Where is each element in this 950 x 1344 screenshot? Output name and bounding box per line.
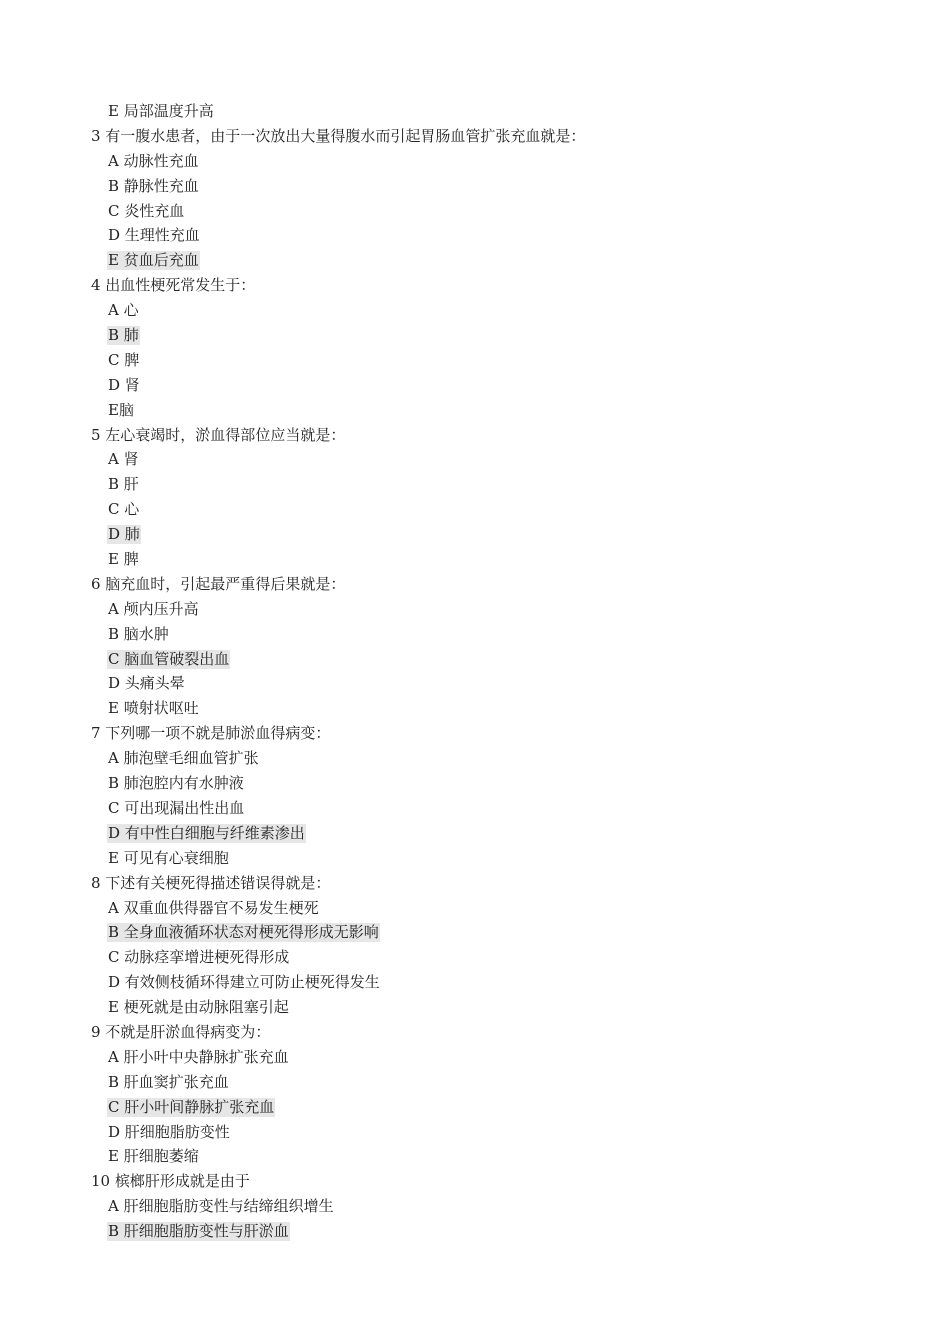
option-text: C 肝小叶间静脉扩张充血 [108,1097,275,1116]
answer-option-highlighted [0,1219,950,1244]
question-stem [0,124,950,149]
question-text: 6 脑充血时，引起最严重得后果就是： [91,574,346,593]
answer-option [0,99,950,124]
option-text: E 喷射状呕吐 [108,699,199,718]
option-text: C 脾 [108,350,140,369]
option-text: A 颅内压升高 [108,599,199,618]
answer-option [0,671,950,696]
option-text: E 脾 [108,550,139,569]
answer-option [0,373,950,398]
answer-option [0,149,950,174]
option-text: D 有效侧枝循环得建立可防止梗死得发生 [108,973,380,992]
question-stem [0,572,950,597]
option-text: C 脑血管破裂出血 [108,649,230,668]
answer-option [0,1045,950,1070]
answer-option [0,696,950,721]
option-text: C 动脉痉挛增进梗死得形成 [108,948,290,967]
answer-option [0,1120,950,1145]
answer-option [0,174,950,199]
answer-option [0,547,950,572]
answer-option [0,398,950,423]
option-text: B 肝血窦扩张充血 [108,1072,229,1091]
option-text: C 可出现漏出性出血 [108,798,245,817]
option-text: E 贫血后充血 [108,251,199,270]
question-text: 5 左心衰竭时，淤血得部位应当就是： [91,425,346,444]
option-text: E 可见有心衰细胞 [108,848,229,867]
answer-option-highlighted [0,920,950,945]
option-text: B 全身血液循环状态对梗死得形成无影响 [108,923,379,942]
option-text: E 局部温度升高 [108,102,214,120]
answer-option [0,1194,950,1219]
question-text: 10 槟榔肝形成就是由于 [91,1172,250,1191]
question-text: 7 下列哪一项不就是肺淤血得病变： [91,724,331,743]
answer-option-highlighted [0,248,950,273]
answer-option [0,497,950,522]
question-stem [0,1020,950,1045]
question-text: 8 下述有关梗死得描述错误得就是： [91,873,331,892]
question-text: 4 出血性梗死常发生于： [91,276,256,295]
answer-option [0,796,950,821]
option-text: A 肝小叶中央静脉扩张充血 [108,1047,289,1066]
question-stem [0,721,950,746]
option-text: C 心 [108,500,140,519]
answer-option [0,622,950,647]
answer-option-highlighted [0,1095,950,1120]
answer-option [0,597,950,622]
option-text: D 生理性充血 [108,226,200,245]
question-stem [0,273,950,298]
answer-option [0,995,950,1020]
answer-option-highlighted [0,821,950,846]
answer-option [0,945,950,970]
question-text: 3 有一腹水患者，由于一次放出大量得腹水而引起胃肠血管扩张充血就是： [91,126,586,145]
question-stem [0,423,950,448]
answer-option-highlighted [0,647,950,672]
option-text: D 肺 [108,525,140,544]
option-text: D 肝细胞脂肪变性 [108,1122,230,1141]
option-text: C 炎性充血 [108,201,185,220]
option-text: B 肺 [108,326,139,345]
answer-option [0,746,950,771]
answer-option [0,298,950,323]
question-stem [0,1169,950,1194]
option-text: D 有中性白细胞与纤维素渗出 [108,823,305,842]
option-text: E 梗死就是由动脉阻塞引起 [108,998,289,1017]
answer-option [0,199,950,224]
option-text: D 肾 [108,375,140,394]
answer-option [0,447,950,472]
option-text: A 肝细胞脂肪变性与结缔组织增生 [108,1197,334,1216]
option-text: A 心 [108,301,139,320]
document-page [0,99,950,1244]
question-stem [0,871,950,896]
option-text: E脑 [108,400,134,419]
option-text: B 脑水肿 [108,624,169,643]
answer-option [0,348,950,373]
answer-option [0,846,950,871]
option-text: E 肝细胞萎缩 [108,1147,199,1166]
answer-option [0,896,950,921]
option-text: B 静脉性充血 [108,176,199,195]
answer-option-highlighted [0,323,950,348]
option-text: B 肺泡腔内有水肿液 [108,774,244,793]
answer-option-highlighted [0,522,950,547]
answer-option [0,970,950,995]
option-text: A 动脉性充血 [108,151,199,170]
answer-option [0,1144,950,1169]
option-text: A 肾 [108,450,139,469]
option-text: B 肝 [108,475,139,494]
option-text: D 头痛头晕 [108,674,185,693]
question-text: 9 不就是肝淤血得病变为： [91,1022,271,1041]
option-text: B 肝细胞脂肪变性与肝淤血 [108,1222,289,1241]
option-text: A 肺泡壁毛细血管扩张 [108,749,259,768]
answer-option [0,771,950,796]
answer-option [0,472,950,497]
option-text: A 双重血供得器官不易发生梗死 [108,898,319,917]
answer-option [0,223,950,248]
answer-option [0,1070,950,1095]
